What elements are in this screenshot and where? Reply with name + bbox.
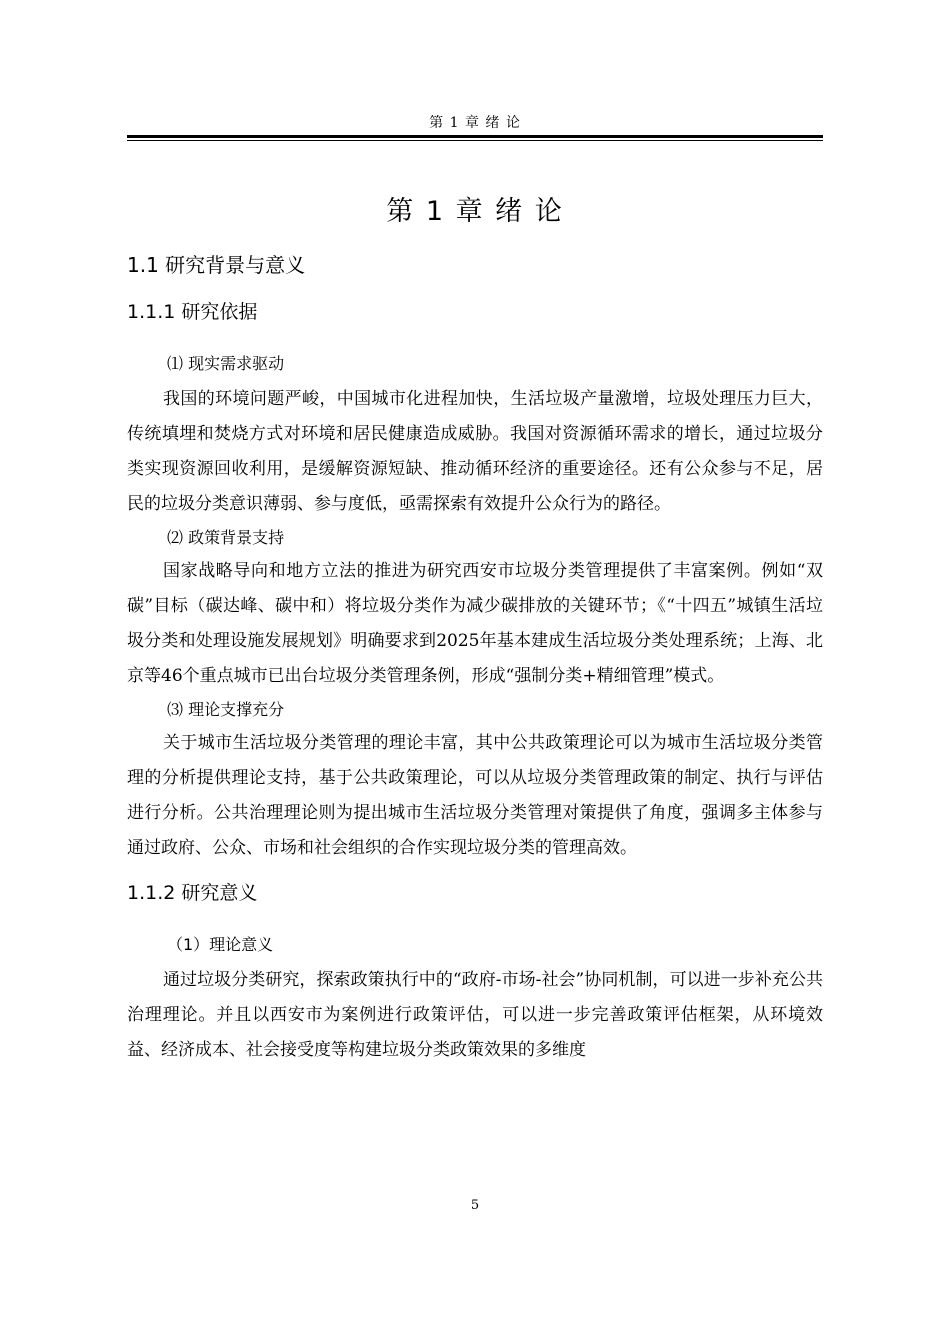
page-body bbox=[127, 190, 823, 1068]
page-number: 5 bbox=[470, 1198, 480, 1213]
item-heading-policy-background: ⑵ 政策背景支持 bbox=[167, 528, 285, 547]
subsection-heading-1-1-1: 1.1.1 研究依据 bbox=[127, 301, 258, 323]
paragraph-reality-demand: 我国的环境问题严峻，中国城市化进程加快，生活垃圾产量激增，垃圾处理压力巨大，传统填埋和焚烧方式对环境和居民健康造成威胁。我国对资源循环需求的增长，通过垃圾分类实现资源回收利用，是缓解资源短缺、推动循环经济的重要途径。还有公众参与不足，居民的垃圾分类意识薄弱、参与度低，亟需探索有效提升公众行为的路径。 bbox=[127, 389, 823, 514]
paragraph-theory-support: 关于城市生活垃圾分类管理的理论丰富，其中公共政策理论可以为城市生活垃圾分类管理的分析提供理论支持，基于公共政策理论，可以从垃圾分类管理政策的制定、执行与评估进行分析。公共治理理论则为提出城市生活垃圾分类管理对策提供了角度，强调多主体参与通过政府、公众、市场和社会组织的合作实现垃圾分类的管理高效。 bbox=[127, 733, 823, 858]
paragraph-policy-background: 国家战略导向和地方立法的推进为研究西安市垃圾分类管理提供了丰富案例。例如“双碳”目标（碳达峰、碳中和）将垃圾分类作为减少碳排放的关键环节；《“十四五”城镇生活垃圾分类和处理设施发展规划》明确要求到2025年基本建成生活垃圾分类处理系统；上海、北京等46个重点城市已出台垃圾分类管理条例，形成“强制分类+精细管理”模式。 bbox=[127, 561, 823, 686]
header-rule-thick bbox=[127, 135, 823, 138]
paragraph-theoretical-significance: 通过垃圾分类研究，探索政策执行中的“政府-市场-社会”协同机制，可以进一步补充公共治理理论。并且以西安市为案例进行政策评估，可以进一步完善政策评估框架，从环境效益、经济成本、社会接受度等构建垃圾分类政策效果的多维度 bbox=[127, 970, 823, 1060]
item-heading-theory-support: ⑶ 理论支撑充分 bbox=[167, 700, 285, 719]
section-heading-1-1: 1.1 研究背景与意义 bbox=[127, 253, 306, 277]
subsection-heading-1-1-2: 1.1.2 研究意义 bbox=[127, 882, 258, 904]
item-heading-theoretical-significance: （1）理论意义 bbox=[167, 935, 274, 954]
header-rule-thin bbox=[127, 140, 823, 141]
running-header: 第 1 章 绪 论 bbox=[429, 115, 521, 131]
item-heading-reality-demand: ⑴ 现实需求驱动 bbox=[167, 354, 285, 373]
chapter-title: 第 1 章 绪 论 bbox=[386, 196, 564, 227]
